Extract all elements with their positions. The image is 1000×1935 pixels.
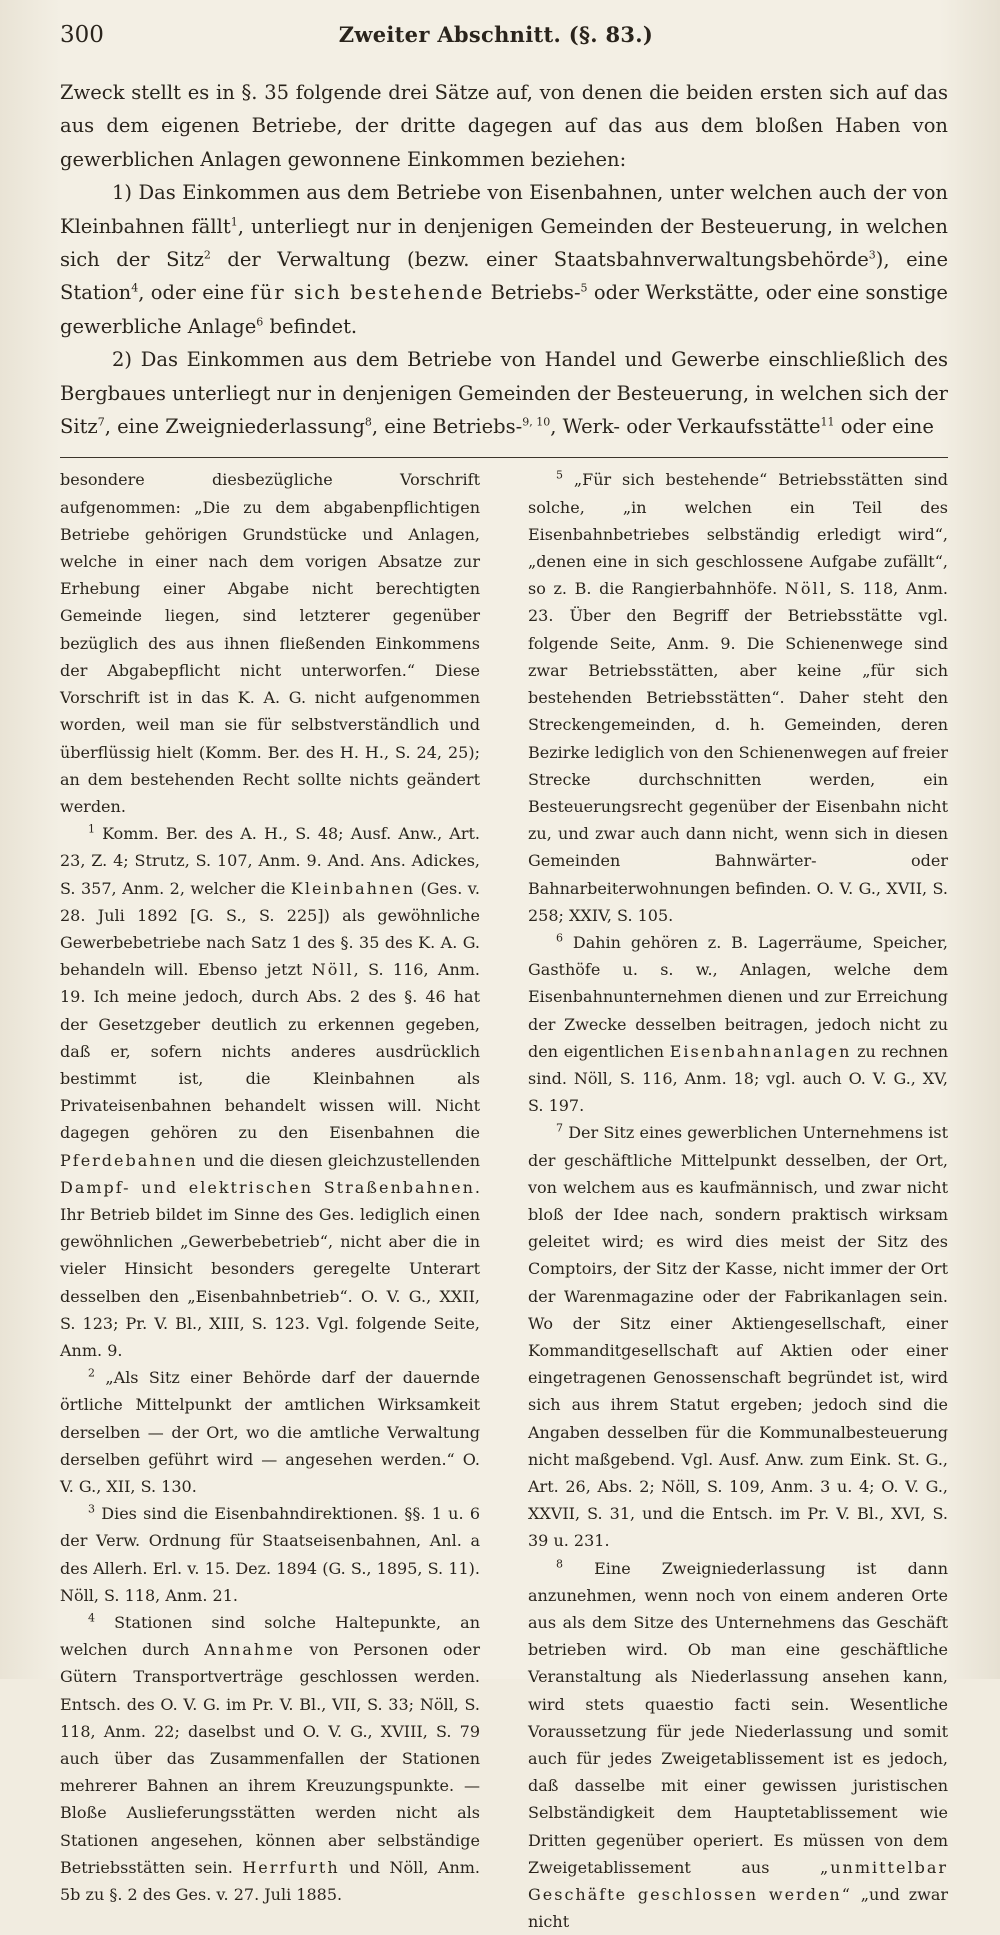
footnote-6: $^6$ Dahin gehören z. B. Lagerräume, Speicher, Gasthöfe u. s. w., Anlagen, welche dem Eisenbahnunternehmen dienen und zur Erreichung der Zwecke desselben beitragen, jedoch nicht zu den eigentlichen Eisenbahnanlagen zu rechnen sind. Nöll, S. 116, Anm. 18; vgl. auch O. V. G., XV, S. 197. bbox=[528, 931, 948, 1116]
spaced-emphasis: für sich bestehende bbox=[250, 281, 485, 305]
page-number: 300 bbox=[60, 22, 104, 48]
footnotes-left-column bbox=[60, 466, 480, 1935]
paragraph-2: 2) Das Einkommen aus dem Betriebe von Handel und Gewerbe einschließlich des Bergbaues unterliegt nur in denjenigen Gemeinden der Besteuerung, in welchen sich der Sitz$^7$, eine Zweigniederlassung$^8$, eine Betriebs-$^{9, 10}$, Werk- oder Verkaufsstätte$^{11}$ oder eine bbox=[60, 348, 948, 439]
footnote-ref-11: 11 bbox=[820, 415, 835, 429]
page-header bbox=[60, 22, 948, 66]
footnote-2: $^2$ „Als Sitz einer Behörde darf der dauernde örtliche Mittelpunkt der amtlichen Wirksamkeit derselben — der Ort, wo die amtliche Verwaltung derselben geführt wird — angesehen werden.“ O. V. G., XII, S. 130. bbox=[60, 1366, 480, 1496]
footnote-ref-9-10: 9, 10 bbox=[522, 415, 551, 429]
footnote-ref-2: 2 bbox=[203, 248, 211, 262]
footnote-divider bbox=[60, 457, 948, 458]
footnote-3: $^3$ Dies sind die Eisenbahndirektionen. §§. 1 u. 6 der Verw. Ordnung für Staatseisenbahnen, Anl. a des Allerh. Erl. v. 15. Dez. 1894 (G. S., 1895, S. 11). Nöll, S. 118, Anm. 21. bbox=[60, 1502, 480, 1605]
footnote-ref-6: 6 bbox=[256, 315, 264, 329]
footnote-5: $^5$ „Für sich bestehende“ Betriebsstätten sind solche, „in welchen ein Teil des Eisenbahnbetriebes selbständig erledigt wird“, „denen eine in sich geschlossene Aufgabe zufällt“, so z. B. die Rangierbahnhöfe. Nöll, S. 118, Anm. 23. Über den Begriff der Betriebsstätte vgl. folgende Seite, Anm. 9. Die Schienenwege sind zwar Betriebsstätten, aber keine „für sich bestehenden Betriebsstätten“. Daher steht den Streckengemeinden, d. h. Gemeinden, deren Bezirke lediglich von den Schienenwegen auf freier Strecke durchschnitten werden, ein Besteuerungsrecht gegenüber der Eisenbahn nicht zu, und zwar auch dann nicht, wenn sich in diesen Gemeinden Bahnwärter- oder Bahnarbeiterwohnungen befinden. O. V. G., XVII, S. 258; XXIV, S. 105. bbox=[528, 469, 949, 925]
main-text bbox=[60, 76, 948, 443]
footnotes-right-column bbox=[528, 466, 948, 1935]
footnote-ref-1: 1 bbox=[230, 215, 238, 229]
footnote-8: $^8$ Eine Zweigniederlassung ist dann anzunehmen, wenn noch von einem anderen Orte aus als dem Sitze des Unternehmens das Geschäft betrieben wird. Ob man eine geschäftliche Veranstaltung als Niederlassung ansehen kann, wird stets quaestio facti sein. Wesentliche Voraussetzung für jede Niederlassung und somit auch für jedes Zweigetablissement ist es jedoch, daß dasselbe mit einer gewissen juristischen Selbständigkeit dem Hauptetablissement wie Dritten gegenüber operiert. Es müssen von dem Zweigetablissement aus „unmittelbar Geschäfte geschlossen werden“ „und zwar nicht bbox=[528, 1557, 948, 1932]
footnote-ref-3: 3 bbox=[868, 248, 876, 262]
running-title: Zweiter Abschnitt. (§. 83.) bbox=[338, 22, 654, 47]
footnote-ref-8: 8 bbox=[364, 415, 372, 429]
footnote-1: $^1$ Komm. Ber. des A. H., S. 48; Ausf. Anw., Art. 23, Z. 4; Strutz, S. 107, Anm. 9. And. Ans. Adickes, S. 357, Anm. 2, welcher die Kleinbahnen (Ges. v. 28. Juli 1892 [G. S., S. 225]) als gewöhnliche Gewerbebetriebe nach Satz 1 des §. 35 des K. A. G. behandeln will. Ebenso jetzt Nöll, S. 116, Anm. 19. Ich meine jedoch, durch Abs. 2 des §. 46 hat der Gesetzgeber deutlich zu erkennen gegeben, daß er, sofern nichts anderes ausdrücklich bestimmt ist, die Kleinbahnen als Privateisenbahnen behandelt wissen will. Nicht dagegen gehören zu den Eisenbahnen die Pferdebahnen und die diesen gleichzustellenden Dampf- und elektrischen Straßenbahnen. Ihr Betrieb bildet im Sinne des Ges. lediglich einen gewöhnlichen „Gewerbebetrieb“, nicht aber die in vieler Hinsicht besonders geregelte Unterart desselben den „Eisenbahnbetrieb“. O. V. G., XXII, S. 123; Pr. V. Bl., XIII, S. 123. Vgl. folgende Seite, Anm. 9. bbox=[60, 822, 481, 1360]
footnote-ref-4: 4 bbox=[131, 281, 139, 295]
footnote-7: $^7$ Der Sitz eines gewerblichen Unternehmens ist der geschäftliche Mittelpunkt desselben, der Ort, von welchem aus es kaufmännisch, und zwar nicht bloß der Idee nach, sondern praktisch wirksam geleitet wird; es wird dies meist der Sitz des Comptoirs, der Sitz der Kasse, nicht immer der Ort der Warenmagazine oder der Fabrikanlagen sein. Wo der Sitz einer Aktiengesellschaft, einer Kommanditgesellschaft auf Aktien oder einer eingetragenen Genossenschaft begründet ist, wird sich aus ihrem Statut ergeben; jedoch sind die Angaben desselben für die Kommunalbesteuerung nicht maßgebend. Vgl. Ausf. Anw. zum Eink. St. G., Art. 26, Abs. 2; Nöll, S. 109, Anm. 3 u. 4; O. V. G., XXVII, S. 31, und die Entsch. im Pr. V. Bl., XVI, S. 39 u. 231. bbox=[528, 1122, 948, 1551]
paragraph-1: 1) Das Einkommen aus dem Betriebe von Eisenbahnen, unter welchen auch der von Kleinbahnen fällt$^1$, unterliegt nur in denjenigen Gemeinden der Besteuerung, in welchen sich der Sitz$^2$ der Verwaltung (bezw. einer Staatsbahnverwaltungsbehörde$^3$), eine Station$^4$, oder eine für sich bestehende Betriebs-$^5$ oder Werkstätte, oder eine sonstige gewerbliche Anlage$^6$ befindet. bbox=[60, 181, 949, 338]
footnote-4: $^4$ Stationen sind solche Haltepunkte, an welchen durch Annahme von Personen oder Gütern Transportverträge geschlossen werden. Entsch. des O. V. G. im Pr. V. Bl., VII, S. 33; Nöll, S. 118, Anm. 22; daselbst und O. V. G., XVIII, S. 79 auch über das Zusammenfallen der Stationen mehrerer Bahnen an ihrem Kreuzungspunkte. — Bloße Auslieferungsstätten werden nicht als Stationen angesehen, können aber selbständige Betriebsstätten sein. Herrfurth und Nöll, Anm. 5b zu §. 2 des Ges. v. 27. Juli 1885. bbox=[60, 1611, 481, 1905]
footnotes bbox=[60, 466, 948, 1935]
paragraph-intro: Zweck stellt es in §. 35 folgende drei Sätze auf, von denen die beiden ersten sich auf das aus dem eigenen Betriebe, der dritte dagegen auf das aus dem bloßen Haben von gewerblichen Anlagen gewonnene Einkommen beziehen: bbox=[60, 81, 948, 171]
footnote-continuation: besondere diesbezügliche Vorschrift aufgenommen: „Die zu dem abgabenpflichtigen Betriebe gehörigen Grundstücke und Anlagen, welche in einer nach dem vorigen Absatze zur Erhebung einer Abgabe nicht berechtigten Gemeinde liegen, sind letzterer gegenüber bezüglich des aus ihnen fließenden Einkommens der Abgabepflicht nicht unterworfen.“ Diese Vorschrift ist in das K. A. G. nicht aufgenommen worden, weil man sie für selbstverständlich und überflüssig hielt (Komm. Ber. des H. H., S. 24, 25); an dem bestehenden Recht sollte nichts geändert werden. bbox=[60, 470, 480, 816]
footnote-ref-5: 5 bbox=[580, 281, 588, 295]
footnote-ref-7: 7 bbox=[97, 415, 105, 429]
